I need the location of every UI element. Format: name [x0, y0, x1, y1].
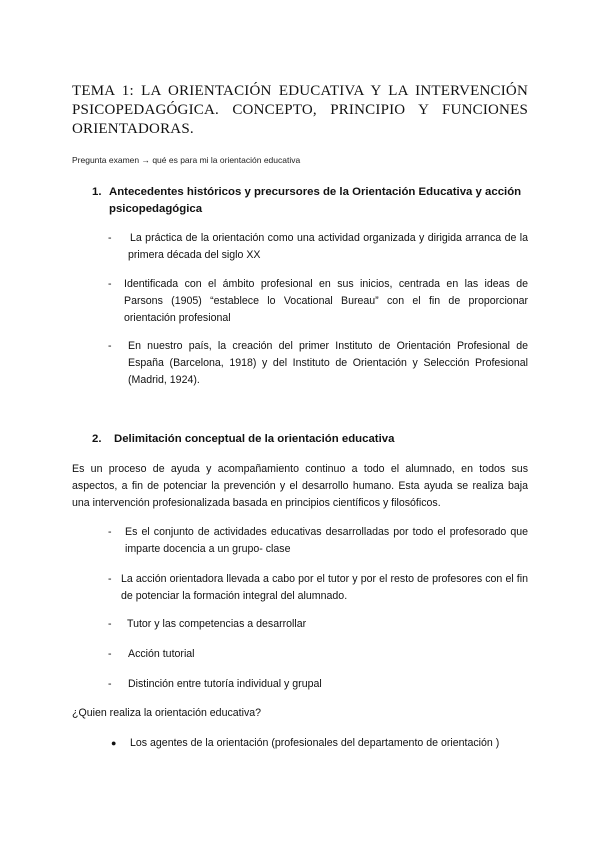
dash-marker: -: [108, 618, 112, 630]
title-line-1: TEMA 1: LA ORIENTACIÓN EDUCATIVA Y LA INTERVENCIÓN: [72, 83, 528, 99]
section-1-heading-line-1: Antecedentes históricos y precursores de la Orientación Educativa y acción: [109, 186, 522, 198]
section-1-heading: [92, 184, 532, 201]
list-item: [108, 338, 528, 392]
question-text: ¿Quien realiza la orientación educativa?: [72, 707, 262, 719]
section-2-heading-text: Delimitación conceptual de la orientación educativa: [114, 433, 395, 445]
title-line-2: PSICOPEDAGÓGICA. CONCEPTO, PRINCIPIO Y FUNCIONES: [72, 102, 528, 118]
list-item-text: Identificada con el ámbito profesional en sus inicios, centrada en las ideas de Parsons (1905) “establece lo Vocational Bureau” con el fin de proporcionar orientación profesional: [124, 278, 528, 324]
list-item-text: Es el conjunto de actividades educativas desarrolladas por todo el profesorado que imparte docencia a un grupo- clase: [125, 526, 528, 555]
list-item-text: La acción orientadora llevada a cabo por el tutor y por el resto de profesores con el fin de potenciar la formación integral del alumnado.: [121, 573, 528, 602]
definition-paragraph: Es un proceso de ayuda y acompañamiento continuo a todo el alumnado, en todos sus aspectos, a fin de potenciar la prevención y el desarrollo humano. Esta ayuda se realiza baja una intervención profesionalizada basada en principios científicos y filosóficos.: [72, 463, 528, 509]
section-1-heading-cont: psicopedagógica: [109, 203, 203, 215]
dash-marker: -: [108, 648, 112, 660]
list-item: [108, 676, 528, 694]
section-2-heading: [92, 431, 532, 448]
title-line-3: ORIENTADORAS.: [72, 121, 194, 137]
dash-marker: -: [108, 340, 112, 352]
list-item: [108, 616, 528, 634]
list-item: [108, 276, 528, 330]
bullet-icon: ●: [111, 738, 117, 748]
dash-marker: -: [108, 232, 112, 244]
dash-marker: -: [108, 678, 112, 690]
list-item: [108, 524, 528, 560]
list-item: [108, 646, 528, 664]
dash-marker: -: [108, 278, 112, 290]
page-title: [72, 82, 528, 139]
list-item-text: Tutor y las competencias a desarrollar: [127, 618, 307, 630]
list-item-text: Distinción entre tutoría individual y grupal: [128, 678, 322, 690]
bullet-item-text: Los agentes de la orientación (profesionales del departamento de orientación ): [130, 737, 500, 749]
list-item-text: Acción tutorial: [128, 648, 195, 660]
exam-note: Pregunta examen → qué es para mi la orientación educativa: [72, 155, 301, 165]
list-item-text: En nuestro país, la creación del primer Instituto de Orientación Profesional de España (Barcelona, 1918) y del Instituto de Orientación y Selección Profesional (Madrid, 1924).: [128, 340, 528, 386]
section-2-number: 2.: [92, 433, 102, 445]
list-item: [108, 571, 528, 607]
dash-marker: -: [108, 526, 112, 538]
dash-marker: -: [108, 573, 112, 585]
list-item: [108, 230, 528, 266]
section-1-number: 1.: [92, 186, 102, 198]
list-item-text: La práctica de la orientación como una actividad organizada y dirigida arranca de la primera década del siglo XX: [128, 232, 528, 261]
